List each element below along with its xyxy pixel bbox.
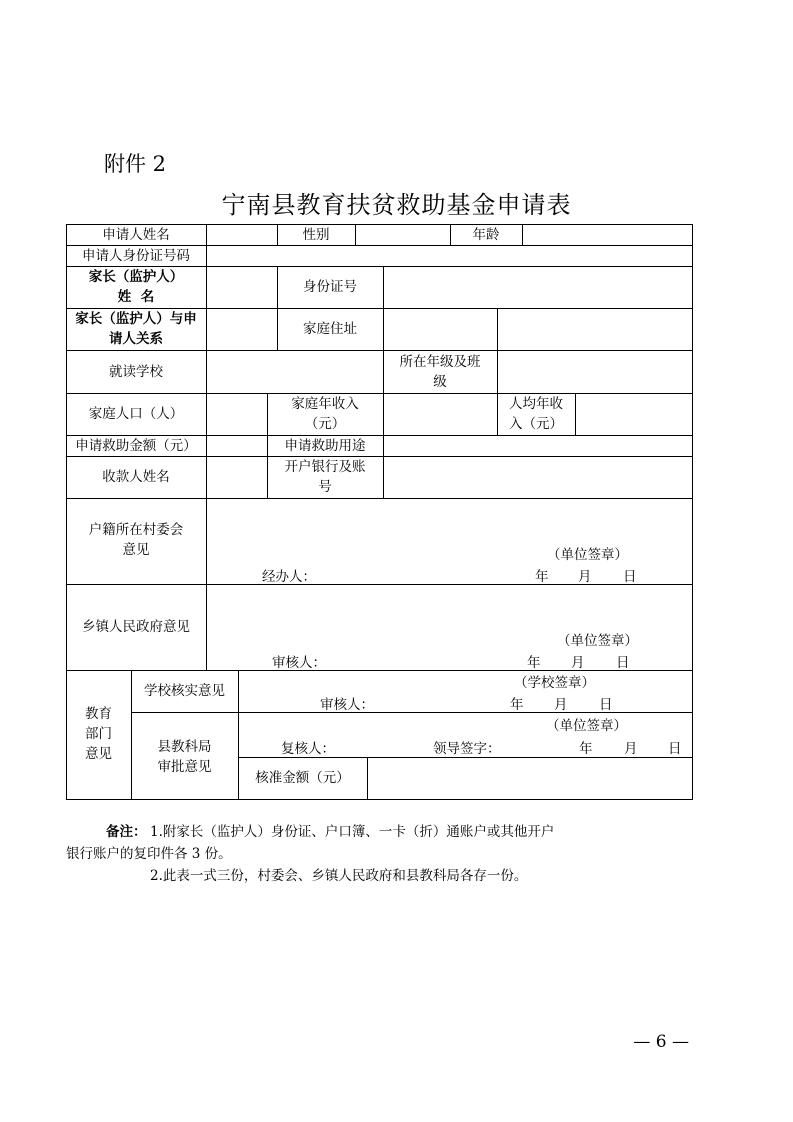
school-date-day: 日: [599, 697, 613, 713]
bureau-date-year: 年: [579, 741, 593, 757]
bureau-date-day: 日: [668, 741, 682, 757]
amount-requested-label: 申请救助金额（元）: [75, 437, 197, 454]
per-capita-income-label: 人均年收 入（元）: [509, 396, 563, 432]
village-date-day: 日: [623, 569, 637, 585]
township-date-month: 月: [571, 655, 585, 671]
township-reviewer-label: 审核人：: [272, 655, 326, 671]
village-date-month: 月: [578, 569, 592, 585]
school-date-month: 月: [554, 697, 568, 713]
attachment-label: 附件 2: [104, 152, 167, 176]
applicant-id-label: 申请人身份证号码: [82, 247, 190, 264]
bureau-approval-label: 县教科局 审批意见: [157, 739, 212, 775]
school-seal: （学校签章）: [514, 675, 595, 691]
household-size-label: 家庭人口（人）: [88, 406, 184, 422]
township-opinion-label: 乡镇人民政府意见: [82, 619, 190, 635]
school-date-year: 年: [510, 697, 524, 713]
bureau-unit-seal: （单位签章）: [546, 718, 627, 734]
note-1-part1: 1.附家长（监护人）身份证、户口簿、一卡（折）通账户或其他开户: [150, 824, 555, 840]
page-number: — 6 —: [633, 1032, 689, 1052]
gender-label: 性别: [302, 226, 330, 243]
id-number-label: 身份证号: [303, 279, 357, 295]
bank-account-label: 开户银行及账 号: [284, 459, 366, 495]
bureau-leader-sign-label: 领导签字：: [433, 741, 501, 757]
village-unit-seal: （单位签章）: [547, 547, 628, 563]
note-2: 2.此表一式三份，村委会、乡镇人民政府和县教科局各存一份。: [150, 868, 528, 884]
payee-name-label: 收款人姓名: [102, 469, 170, 485]
grade-class-label: 所在年级及班 级: [399, 353, 481, 390]
bureau-date-month: 月: [624, 741, 638, 757]
bureau-rechecker-label: 复核人：: [281, 741, 335, 757]
note-1-part2: 银行账户的复印件各 3 份。: [66, 846, 232, 862]
edu-dept-label: 教育 部门 意见: [85, 706, 112, 762]
school-label: 就读学校: [109, 363, 163, 380]
township-date-year: 年: [527, 655, 541, 671]
relation-label: 家长（监护人）与申 请人关系: [75, 311, 197, 347]
form-title: 宁南县教育扶贫救助基金申请表: [221, 191, 572, 219]
annual-income-label: 家庭年收入 （元）: [291, 396, 359, 432]
approved-amount-label: 核准金额（元）: [255, 770, 350, 786]
village-date-year: 年: [535, 569, 549, 585]
guardian-name-label: 家长（监护人） 姓 名: [88, 269, 184, 305]
school-reviewer-label: 审核人：: [320, 697, 374, 713]
applicant-name-label: 申请人姓名: [102, 226, 170, 243]
age-label: 年龄: [472, 226, 500, 243]
village-opinion-label: 户籍所在村委会 意见: [88, 522, 184, 558]
purpose-label: 申请救助用途: [284, 437, 366, 454]
home-address-label: 家庭住址: [303, 321, 357, 337]
township-unit-seal: （单位签章）: [557, 633, 638, 649]
notes-label: 备注：: [106, 824, 147, 840]
school-verify-label: 学校核实意见: [144, 683, 225, 699]
township-date-day: 日: [616, 655, 630, 671]
village-handler-label: 经办人：: [262, 569, 316, 585]
